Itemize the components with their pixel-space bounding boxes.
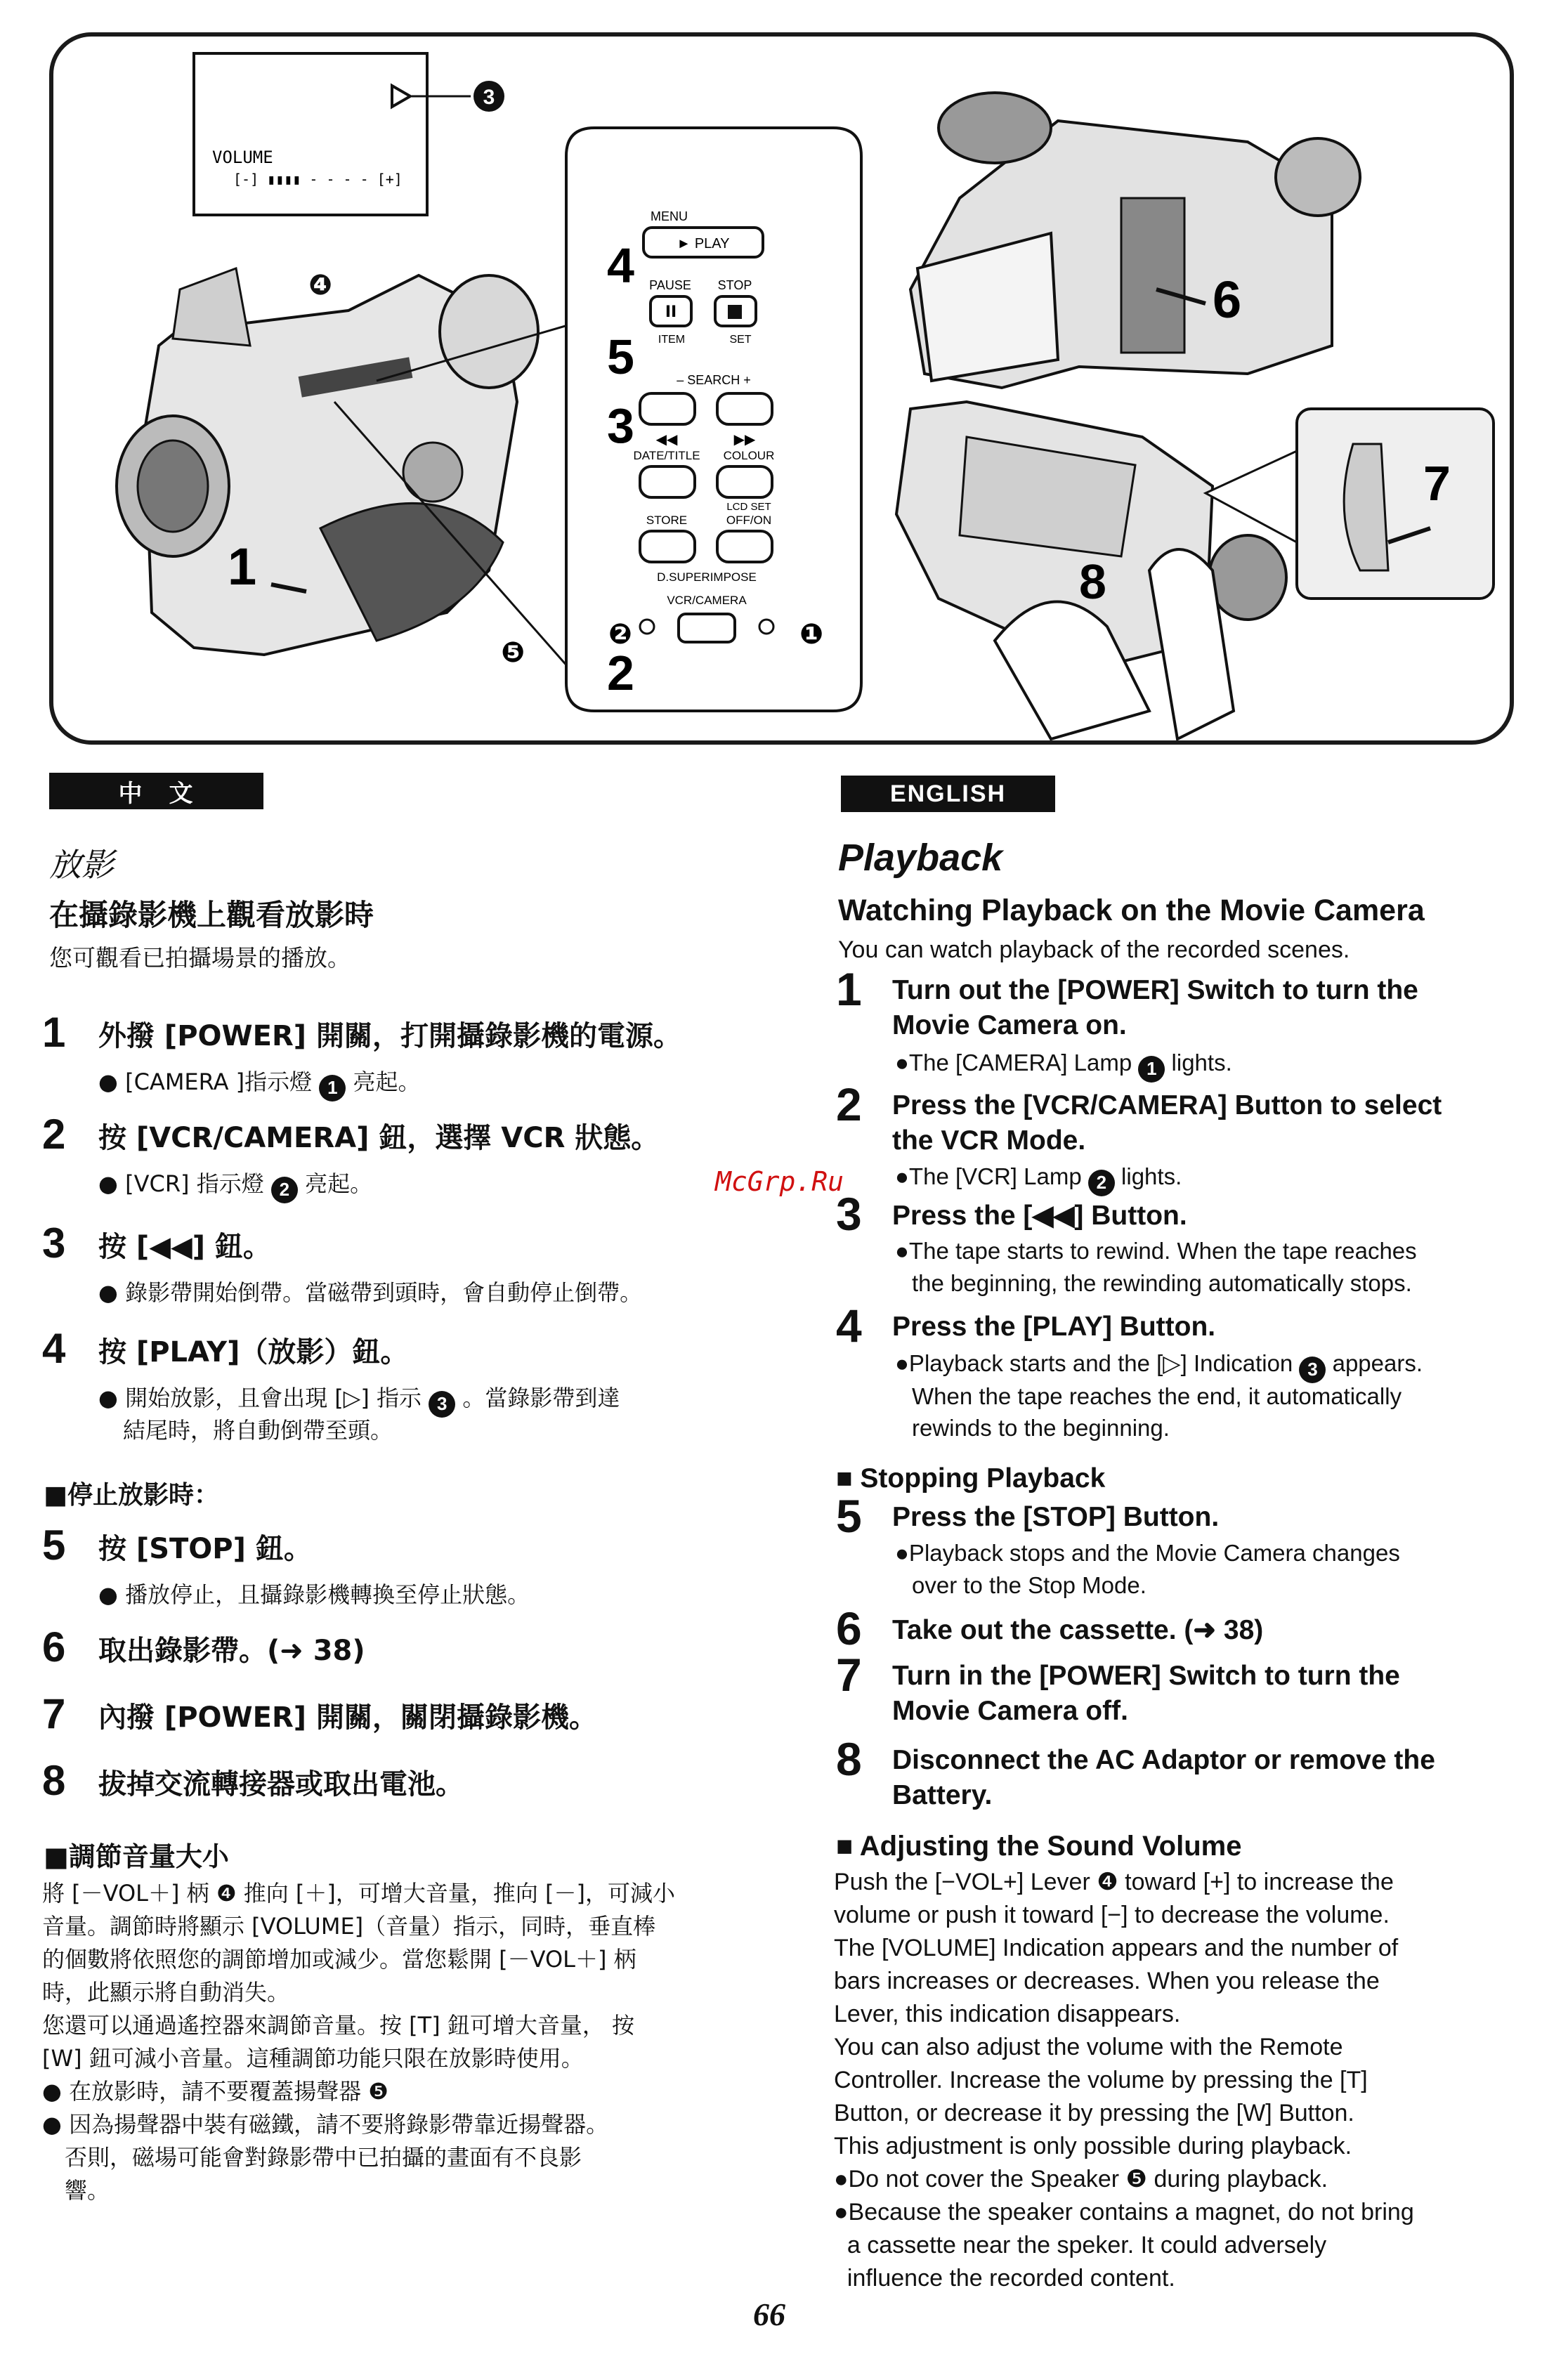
camcorder-left-drawing — [117, 268, 594, 697]
callout-1-circle: ❶ — [799, 618, 823, 651]
step-number: 1 — [836, 963, 862, 1015]
zh-step-2 — [42, 1110, 717, 1201]
step-note-continued: the beginning, the rewinding automatically stops. — [912, 1270, 1412, 1296]
bullet-line: ●Because the speaker contains a magnet, do not bring — [834, 2199, 1414, 2226]
paragraph-line: Push the [−VOL+] Lever ❹ toward [+] to increase the — [834, 1869, 1394, 1895]
en-stop-heading: ■ Stopping Playback — [836, 1463, 1106, 1494]
en-step-7 — [836, 1648, 1538, 1732]
en-step-3 — [836, 1187, 1538, 1303]
step-note: ● [CAMERA ]指示燈 1 亮起。 — [98, 1064, 421, 1102]
step-heading: 按 [PLAY]（放影）鈕。 — [98, 1336, 409, 1368]
en-volume-heading: ■ Adjusting the Sound Volume — [836, 1831, 1242, 1862]
step-heading: Press the [◀◀] Button. — [892, 1201, 1187, 1231]
date-title-label: DATE/TITLE — [633, 449, 700, 462]
callout-4-circle: ❹ — [308, 269, 332, 301]
zh-step-1 — [42, 1008, 717, 1099]
circled-number: 3 — [429, 1391, 455, 1418]
colour-button — [717, 466, 772, 497]
callout-7: 7 — [1423, 456, 1451, 511]
step-note: ● 開始放影，且會出現 [▷] 指示 3 。當錄影帶到達 — [98, 1380, 620, 1418]
store-button — [640, 531, 695, 562]
page-number: 66 — [753, 2296, 785, 2332]
colour-label: COLOUR — [723, 449, 775, 462]
paragraph-line: bars increases or decreases. When you release the — [834, 1968, 1380, 1994]
bullet-line: a cassette near the speker. It could adversely — [834, 2232, 1327, 2259]
volume-display-box — [194, 53, 427, 215]
english-subtitle: Watching Playback on the Movie Camera — [838, 894, 1425, 927]
callout-3: 3 — [607, 398, 634, 453]
step-number: 3 — [42, 1220, 66, 1267]
step-note: ●The tape starts to rewind. When the tape reaches — [895, 1238, 1417, 1264]
callout-4: 4 — [607, 238, 634, 293]
step-heading-continued: Movie Camera on. — [892, 1010, 1127, 1040]
bullet-line: ●Do not cover the Speaker ❺ during playback. — [834, 2166, 1328, 2192]
vcr-camera-button — [679, 614, 735, 642]
svg-text:▶▶: ▶▶ — [733, 431, 756, 447]
step-heading: Disconnect the AC Adaptor or remove the — [892, 1745, 1435, 1775]
off-on-button — [717, 531, 772, 562]
en-volume-paragraph — [834, 1866, 1550, 2295]
item-label: ITEM — [658, 334, 686, 346]
step-heading: Take out the cassette. (➜ 38) — [892, 1615, 1264, 1645]
camcorder-top-right-drawing — [910, 93, 1360, 388]
paragraph-line: Lever, this indication disappears. — [834, 2001, 1181, 2027]
step-note: ● 錄影帶開始倒帶。當磁帶到頭時，會自動停止倒帶。 — [98, 1279, 643, 1306]
step-number: 7 — [42, 1690, 66, 1737]
bullet-line: 響。 — [42, 2177, 110, 2204]
step-number: 5 — [42, 1522, 66, 1569]
paragraph-line: The [VOLUME] Indication appears and the number of — [834, 1935, 1399, 1961]
step-note: ● [VCR] 指示燈 2 亮起。 — [98, 1166, 372, 1203]
off-on-label: OFF/ON — [726, 514, 772, 527]
step-heading: 取出錄影帶。(➜ 38) — [98, 1635, 365, 1667]
circled-number: 1 — [319, 1075, 346, 1102]
step-number: 8 — [42, 1757, 66, 1804]
paragraph-line: Controller. Increase the volume by pressing the [T] — [834, 2067, 1368, 2093]
step-number: 8 — [836, 1733, 862, 1785]
en-step-4 — [836, 1299, 1538, 1453]
step-heading: 外撥 [POWER] 開關，打開攝錄影機的電源。 — [98, 1020, 681, 1052]
svg-text:II: II — [665, 303, 677, 321]
date-title-button — [640, 466, 695, 497]
pause-label: PAUSE — [649, 278, 691, 292]
step-heading: 按 [STOP] 鈕。 — [98, 1533, 312, 1565]
en-step-8 — [836, 1732, 1538, 1817]
step-heading: Turn out the [POWER] Switch to turn the — [892, 975, 1418, 1005]
step-heading: Press the [VCR/CAMERA] Button to select — [892, 1090, 1442, 1120]
paragraph-line: This adjustment is only possible during playback. — [834, 2133, 1352, 2159]
en-step-2 — [836, 1078, 1538, 1194]
callout-8: 8 — [1079, 554, 1106, 609]
paragraph-line: 將 [－VOL＋] 柄 ❹ 推向 [＋]，可增大音量，推向 [－]，可減小 — [42, 1880, 675, 1907]
step-heading: 內撥 [POWER] 開關，關閉攝錄影機。 — [98, 1701, 597, 1734]
camcorder-illustration — [53, 37, 1514, 745]
menu-label: MENU — [651, 209, 688, 223]
step-number: 6 — [836, 1602, 862, 1654]
callout-5-circle: ❺ — [501, 636, 525, 669]
paragraph-line: You can also adjust the volume with the Remote — [834, 2034, 1343, 2060]
circled-number: 2 — [1088, 1170, 1115, 1196]
bullet-line: ● 在放影時，請不要覆蓋揚聲器 ❺ — [42, 2078, 388, 2105]
step-number: 2 — [42, 1111, 66, 1158]
step-note: ●Playback starts and the [▷] Indication 3 appears. — [895, 1349, 1423, 1383]
step-note-continued: over to the Stop Mode. — [912, 1572, 1146, 1598]
speaker-grille — [403, 443, 462, 502]
zh-step-5 — [42, 1521, 717, 1612]
store-label: STORE — [646, 514, 688, 527]
step-heading-continued: Movie Camera off. — [892, 1696, 1128, 1726]
step-number: 5 — [836, 1490, 862, 1542]
step-number: 4 — [42, 1325, 66, 1372]
step-heading: 按 [◀◀] 鈕。 — [98, 1231, 271, 1263]
step-note-continued: 結尾時，將自動倒帶至頭。 — [123, 1417, 393, 1444]
paragraph-line: 您還可以通過遙控器來調節音量。按 [T] 鈕可增大音量， 按 — [42, 2012, 635, 2039]
step-number: 1 — [42, 1009, 66, 1056]
d-superimpose-label: D.SUPERIMPOSE — [657, 570, 757, 584]
en-step-1 — [836, 962, 1538, 1078]
step-note-continued: rewinds to the beginning. — [912, 1415, 1170, 1441]
svg-text:3: 3 — [483, 86, 495, 109]
callout-2: 2 — [607, 646, 634, 700]
step-note: ● 播放停止，且攝錄影機轉換至停止狀態。 — [98, 1581, 530, 1608]
step-note-continued: When the tape reaches the end, it automatically — [912, 1383, 1402, 1409]
step-heading: Press the [PLAY] Button. — [892, 1312, 1216, 1342]
step-number: 2 — [836, 1078, 862, 1130]
callout-2-circle: ❷ — [608, 618, 632, 651]
camcorder-bottom-right-drawing — [896, 402, 1494, 739]
step-number: 3 — [836, 1188, 862, 1240]
step-heading-continued: the VCR Mode. — [892, 1125, 1086, 1156]
step-heading: Turn in the [POWER] Switch to turn the — [892, 1661, 1400, 1691]
circled-number: 1 — [1138, 1056, 1165, 1083]
play-indicator-icon — [392, 86, 410, 107]
english-title: Playback — [838, 837, 1003, 879]
step-note: ●The [CAMERA] Lamp 1 lights. — [895, 1050, 1232, 1083]
step-number: 6 — [42, 1623, 66, 1671]
zh-step-7 — [42, 1689, 717, 1746]
bullet-line: 否則，磁場可能會對錄影帶中已拍攝的畫面有不良影 — [42, 2144, 582, 2171]
circled-number: 3 — [1299, 1357, 1326, 1383]
step-number: 7 — [836, 1649, 862, 1701]
zh-volume-paragraph — [42, 1877, 731, 2207]
svg-text:◀◀: ◀◀ — [655, 431, 678, 447]
zh-stop-heading: ■停止放影時： — [44, 1481, 220, 1510]
chinese-intro: 您可觀看已拍攝場景的播放。 — [49, 944, 351, 972]
paragraph-line: 音量。調節時將顯示 [VOLUME]（音量）指示，同時，垂直棒 — [42, 1913, 656, 1940]
zh-step-6 — [42, 1623, 717, 1679]
en-step-5 — [836, 1489, 1538, 1605]
paragraph-line: volume or push it toward [−] to decrease the volume. — [834, 1902, 1390, 1928]
zh-volume-heading: ■調節音量大小 — [44, 1841, 229, 1872]
callout-5: 5 — [607, 329, 634, 384]
lcd-set-label: LCD SET — [726, 501, 771, 513]
watermark: McGrp.Ru — [715, 1166, 844, 1197]
paragraph-line: Button, or decrease it by pressing the [W] Button. — [834, 2100, 1354, 2126]
paragraph-line: 時，此顯示將自動消失。 — [42, 1979, 290, 2006]
stop-label: STOP — [717, 278, 752, 292]
step-note: ●The [VCR] Lamp 2 lights. — [895, 1163, 1182, 1196]
paragraph-line: [W] 鈕可減小音量。這種調節功能只限在放影時使用。 — [42, 2045, 584, 2072]
ff-button — [717, 393, 772, 424]
bullet-line: ● 因為揚聲器中裝有磁鐵，請不要將錄影帶靠近揚聲器。 — [42, 2111, 609, 2138]
circled-number: 2 — [271, 1177, 298, 1203]
search-label: – SEARCH + — [677, 373, 751, 387]
step-heading: 拔掉交流轉接器或取出電池。 — [98, 1768, 464, 1800]
illustration-frame — [49, 32, 1514, 745]
callout-1: 1 — [228, 537, 257, 596]
zh-step-8 — [42, 1756, 717, 1812]
english-section-tag: ENGLISH — [841, 776, 1055, 812]
bullet-line: influence the recorded content. — [834, 2265, 1175, 2292]
volume-scale: [-] ▮▮▮▮ - - - - [+] — [233, 171, 403, 188]
step-number: 4 — [836, 1300, 862, 1352]
step-heading: 按 [VCR/CAMERA] 鈕，選擇 VCR 狀態。 — [98, 1122, 660, 1154]
chinese-subtitle: 在攝錄影機上觀看放影時 — [49, 898, 374, 932]
zh-step-3 — [42, 1219, 717, 1310]
chinese-title: 放影 — [49, 846, 114, 884]
chinese-section-tag: 中 文 — [49, 773, 263, 809]
step-note: ●Playback stops and the Movie Camera changes — [895, 1540, 1400, 1566]
set-label: SET — [729, 334, 752, 346]
play-label: ► PLAY — [677, 236, 730, 251]
en-step-6 — [836, 1602, 1538, 1654]
callout-6: 6 — [1213, 270, 1242, 329]
step-heading-continued: Battery. — [892, 1780, 993, 1810]
step-heading: Press the [STOP] Button. — [892, 1502, 1220, 1532]
volume-label: VOLUME — [212, 148, 273, 167]
vcr-camera-label: VCR/CAMERA — [667, 594, 747, 607]
english-intro: You can watch playback of the recorded scenes. — [838, 936, 1350, 963]
paragraph-line: 的個數將依照您的調節增加或減少。當您鬆開 [－VOL＋] 柄 — [42, 1946, 636, 1973]
rewind-button — [640, 393, 695, 424]
zh-step-4 — [42, 1324, 717, 1451]
